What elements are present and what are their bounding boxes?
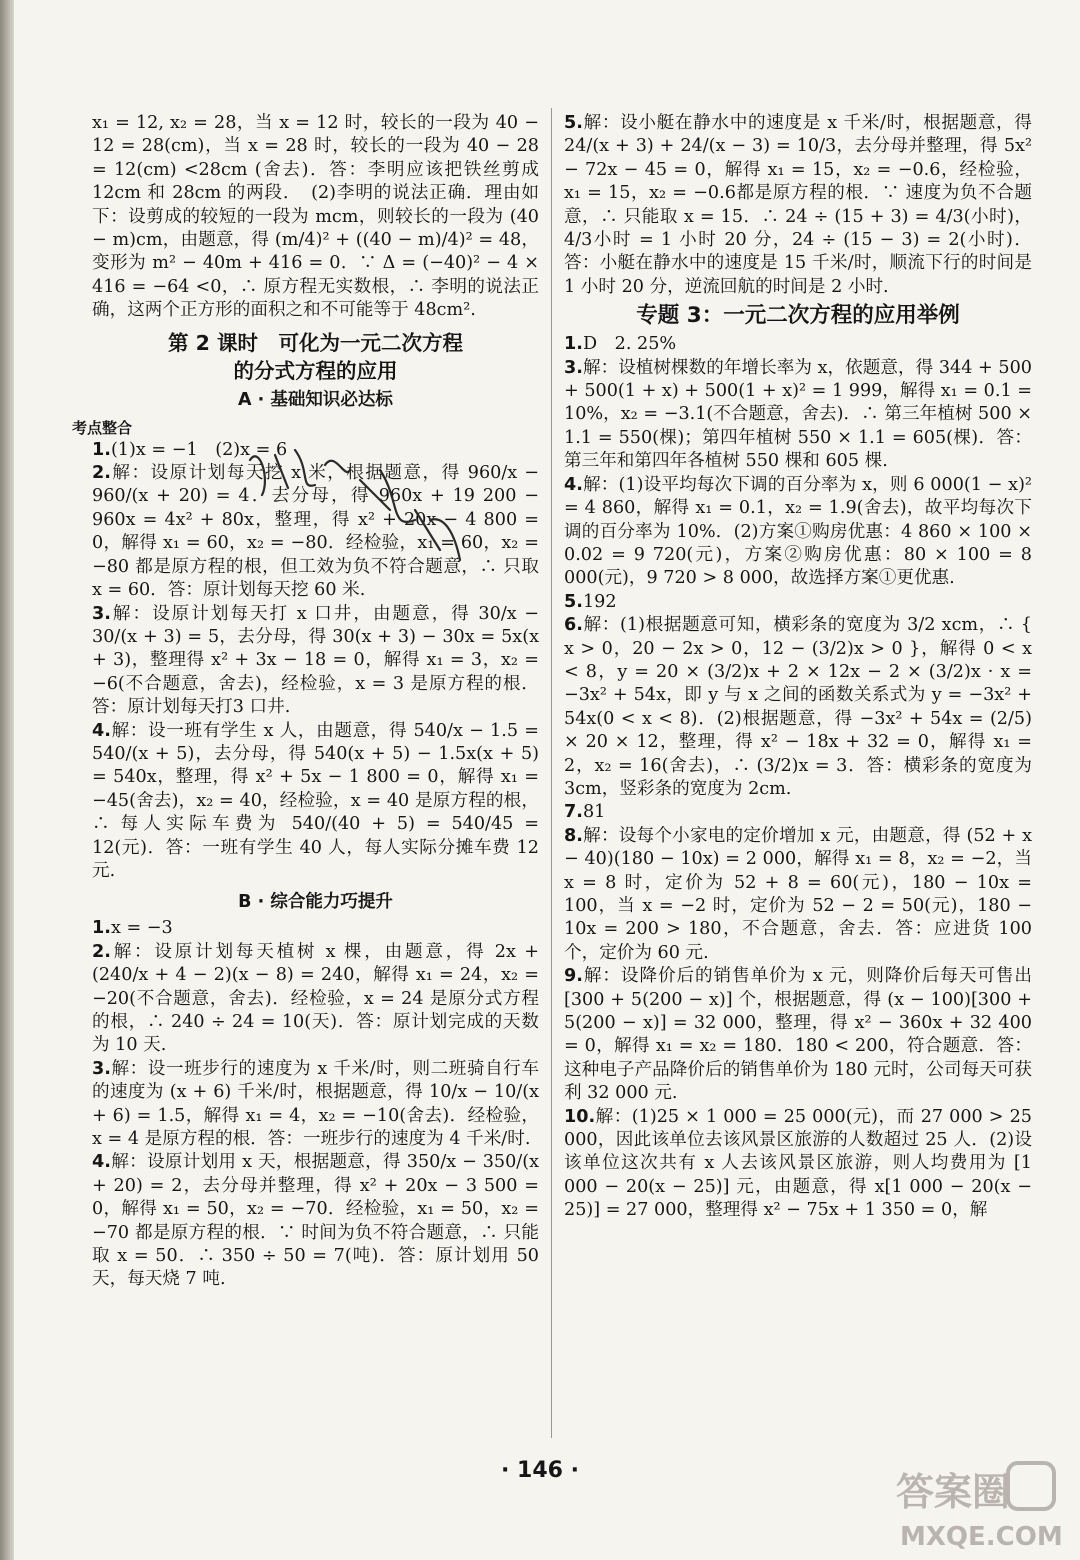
left-column bbox=[72, 112, 539, 1292]
list-item: 3.解：设原计划每天打 x 口井，由题意，得 30/x − 30/(x + 3) = 5，去分母，得 30(x + 3) − 30x = 5x(x + 3)，整理得 x² + 3x − 18 = 0，解得 x₁ = 3，x₂ = −6(不合题意，舍去)，经检验，x = 3 是原方程的根．答：原计划每天打3 口井. bbox=[92, 603, 539, 718]
list-item: 2.解：设原计划每天挖 x 米，根据题意，得 960/x − 960/(x + 20) = 4．去分母，得 960x + 19 200 − 960x = 4x² + 80x，整理，得 x² + 20x − 4 800 = 0，解得 x₁ = 60，x₂ = −80．经检验，x₁ = 60，x₂ = −80 都是原方程的根，但工效为负不符合题意，∴ 只取 x = 60．答：原计划每天挖 60 米. bbox=[92, 463, 539, 601]
list-item: 9.解：设降价后的销售单价为 x 元，则降价后每天可售出 [300 + 5(200 − x)] 个，根据题意，得 (x − 100)[300 + 5(200 − x)] = 32 000，整理，得 x² − 360x + 32 400 = 0，解得 x₁ = x₂ = 180．180 < 200，符合题意．答：这种电子产品降价后的销售单价为 180 元时，公司每天可获利 32 000 元. bbox=[564, 966, 1032, 1104]
topic-title: 专题 3：一元二次方程的应用举例 bbox=[636, 303, 960, 329]
list-item: 1.x = −3 bbox=[92, 918, 173, 939]
page-number: · 146 · bbox=[501, 1458, 579, 1483]
lesson-title-line2: 的分式方程的应用 bbox=[233, 358, 398, 383]
list-item: 2.解：设原计划每天植树 x 棵，由题意，得 2x + (240/x + 4 − 2)(x − 8) = 240，解得 x₁ = 24，x₂ = −20(不合题意，舍去)．经检验，x = 24 是原分式方程的根，∴ 240 ÷ 24 = 10(天)．答：原计划完成的天数为 10 天. bbox=[92, 941, 539, 1056]
list-item: 3.解：设一班步行的速度为 x 千米/时，则二班骑自行车的速度为 (x + 6) 千米/时，根据题意，得 10/x − 10/(x + 6) = 1.5，解得 x₁ = 4，x₂ = −10(舍去)．经检验，x = 4 是原方程的根．答：一班步行的速度为 4 千米/时. bbox=[92, 1058, 539, 1150]
lesson-title-line1: 第 2 课时 可化为一元二次方程 bbox=[167, 330, 464, 355]
list-item: 7.81 bbox=[564, 802, 606, 823]
section-b-list bbox=[92, 917, 539, 1292]
list-item: 10.解：(1)25 × 1 000 = 25 000(元)，而 27 000 > 25 000，因此该单位去该风景区旅游的人数超过 25 人．(2)设该单位这次共有 x 人去该风景区旅游，则人均费用为 [1 000 − 20(x − 25)] 元，由题意，得 x[1 000 − 20(x − 25)] = 27 000，整理得 x² − 75x + 1 350 = 0，解 bbox=[564, 1106, 1032, 1221]
list-item: 5.192 bbox=[564, 591, 617, 612]
list-item: 8.解：设每个小家电的定价增加 x 元，由题意，得 (52 + x − 40)(180 − 10x) = 2 000，解得 x₁ = 8，x₂ = −2，当 x = 8 时，定价为 52 + 8 = 60(元)，180 − 10x = 100，当 x = −2 时，定价为 52 − 2 = 50(元)，180 − 10x = 200 > 180，不合题意，舍去．答：应进货 100 个，定价为 60 元. bbox=[564, 825, 1032, 963]
svg-text:MXQE.COM: MXQE.COM bbox=[900, 1522, 1063, 1552]
topic-list bbox=[564, 333, 1032, 1222]
list-item: 6.解：(1)根据题意可知，横彩条的宽度为 3/2 xcm，∴ { x > 0，20 − 2x > 0，12 − (3/2)x > 0 }，解得 0 < x < 8，y = 20 × (3/2)x + 2 × 12x − 2 × (3/2)x · x = −3x² + 54x，即 y 与 x 之间的函数关系式为 y = −3x² + 54x(0 < x < 8)．(2)根据题意，得 −3x² + 54x = (2/5) × 20 × 12，整理，得 x² − 18x + 32 = 0，解得 x₁ = 2，x₂ = 16(舍去)，∴ (3/2)x = 3．答：横彩条的宽度为 3cm，竖彩条的宽度为 2cm. bbox=[564, 615, 1032, 799]
list-item: 5.解：设小艇在静水中的速度是 x 千米/时，根据题意，得 24/(x + 3) + 24/(x − 3) = 10/3，去分母并整理，得 5x² − 72x − 45 = 0，解得 x₁ = 15，x₂ = −0.6，经检验，x₁ = 15，x₂ = −0.6都是原方程的根．∵ 速度为负不合题意，∴ 只能取 x = 15．∴ 24 ÷ (15 + 3) = 4/3(小时)，4/3小时 = 1 小时 20 分，24 ÷ (15 − 3) = 2(小时)．答：小艇在静水中的速度是 15 千米/时，顺流下行的时间是 1 小时 20 分，逆流回航的时间是 2 小时. bbox=[564, 113, 1032, 297]
list-item: 4.解：(1)设平均每次下调的百分率为 x，则 6 000(1 − x)² = 4 860，解得 x₁ = 0.1，x₂ = 1.9(舍去)，故平均每次下调的百分率为 10%．(2)方案①购房优惠：4 860 × 100 × 0.02 = 9 720(元)，方案②购房优惠：80 × 100 = 8 000(元)，9 720 > 8 000，故选择方案①更优惠. bbox=[564, 474, 1032, 589]
list-item: 3.解：设植树棵数的年增长率为 x，依题意，得 344 + 500 + 500(1 + x) + 500(1 + x)² = 1 999，解得 x₁ = 0.1 = 10%，x₂ = −3.1(不合题意，舍去)．∴ 第三年植树 500 × 1.1 = 550(棵)；第四年植树 550 × 1.1 = 605(棵)．答：第三年和第四年各植树 550 棵和 605 棵. bbox=[564, 357, 1032, 472]
intro-paragraph: x₁ = 12, x₂ = 28，当 x = 12 时，较长的一段为 40 − 12 = 28(cm)，当 x = 28 时，较长的一段为 40 − 28 = 12(cm) <28cm (舍去)．答：李明应该把铁丝剪成 12cm 和 28cm 的两段． (2)李明的说法正确．理由如下：设剪成的较短的一段为 mcm，则较长的一段为 (40 − m)cm，由题意，得 (m/4)² + ((40 − m)/4)² = 48，变形为 m² − 40m + 416 = 0．∵ Δ = (−40)² − 4 × 416 = −64 <0，∴ 原方程无实数根，∴ 李明的说法正确，这两个正方形的面积之和不可能等于 48cm². bbox=[92, 113, 539, 321]
list-item: 4.解：设原计划用 x 天，根据题意，得 350/x − 350/(x + 20) = 2，去分母并整理，得 x² + 20x − 3 500 = 0，解得 x₁ = 50，x₂ = −70．经检验，x₁ = 50，x₂ = −70 都是原方程的根．∵ 时间为负不符合题意，∴ 只能取 x = 50．∴ 350 ÷ 50 = 7(吨)．答：原计划用 50 天，每天烧 7 吨. bbox=[92, 1152, 539, 1290]
list-item: 1.(1)x = −1 (2)x = 6 bbox=[92, 439, 288, 460]
section-a-heading: A · 基础知识必达标 bbox=[238, 389, 393, 410]
right-column bbox=[564, 112, 1032, 1223]
handwritten-scribble bbox=[240, 440, 470, 580]
page-binding-edge bbox=[0, 0, 14, 1560]
site-watermark-logo bbox=[890, 1455, 1070, 1555]
list-item: 1.D 2. 25% bbox=[564, 334, 677, 355]
list-item: 4.解：设一班有学生 x 人，由题意，得 540/x − 1.5 = 540/(x + 5)，去分母，得 540(x + 5) − 1.5x(x + 5) = 540x，整理，得 x² + 5x − 1 800 = 0，解得 x₁ = −45(舍去)，x₂ = 40，经检验，x = 40 是原方程的根，∴ 每人实际车费为 540/(40 + 5) = 540/45 = 12(元)．答：一班有学生 40 人，每人实际分摊车费 12 元. bbox=[92, 720, 539, 881]
kaodian-heading: 考点整合 bbox=[72, 418, 133, 437]
section-b-heading: B · 综合能力巧提升 bbox=[238, 892, 393, 913]
column-divider bbox=[551, 108, 552, 1438]
svg-text:答案圈: 答案圈 bbox=[896, 1470, 1011, 1514]
